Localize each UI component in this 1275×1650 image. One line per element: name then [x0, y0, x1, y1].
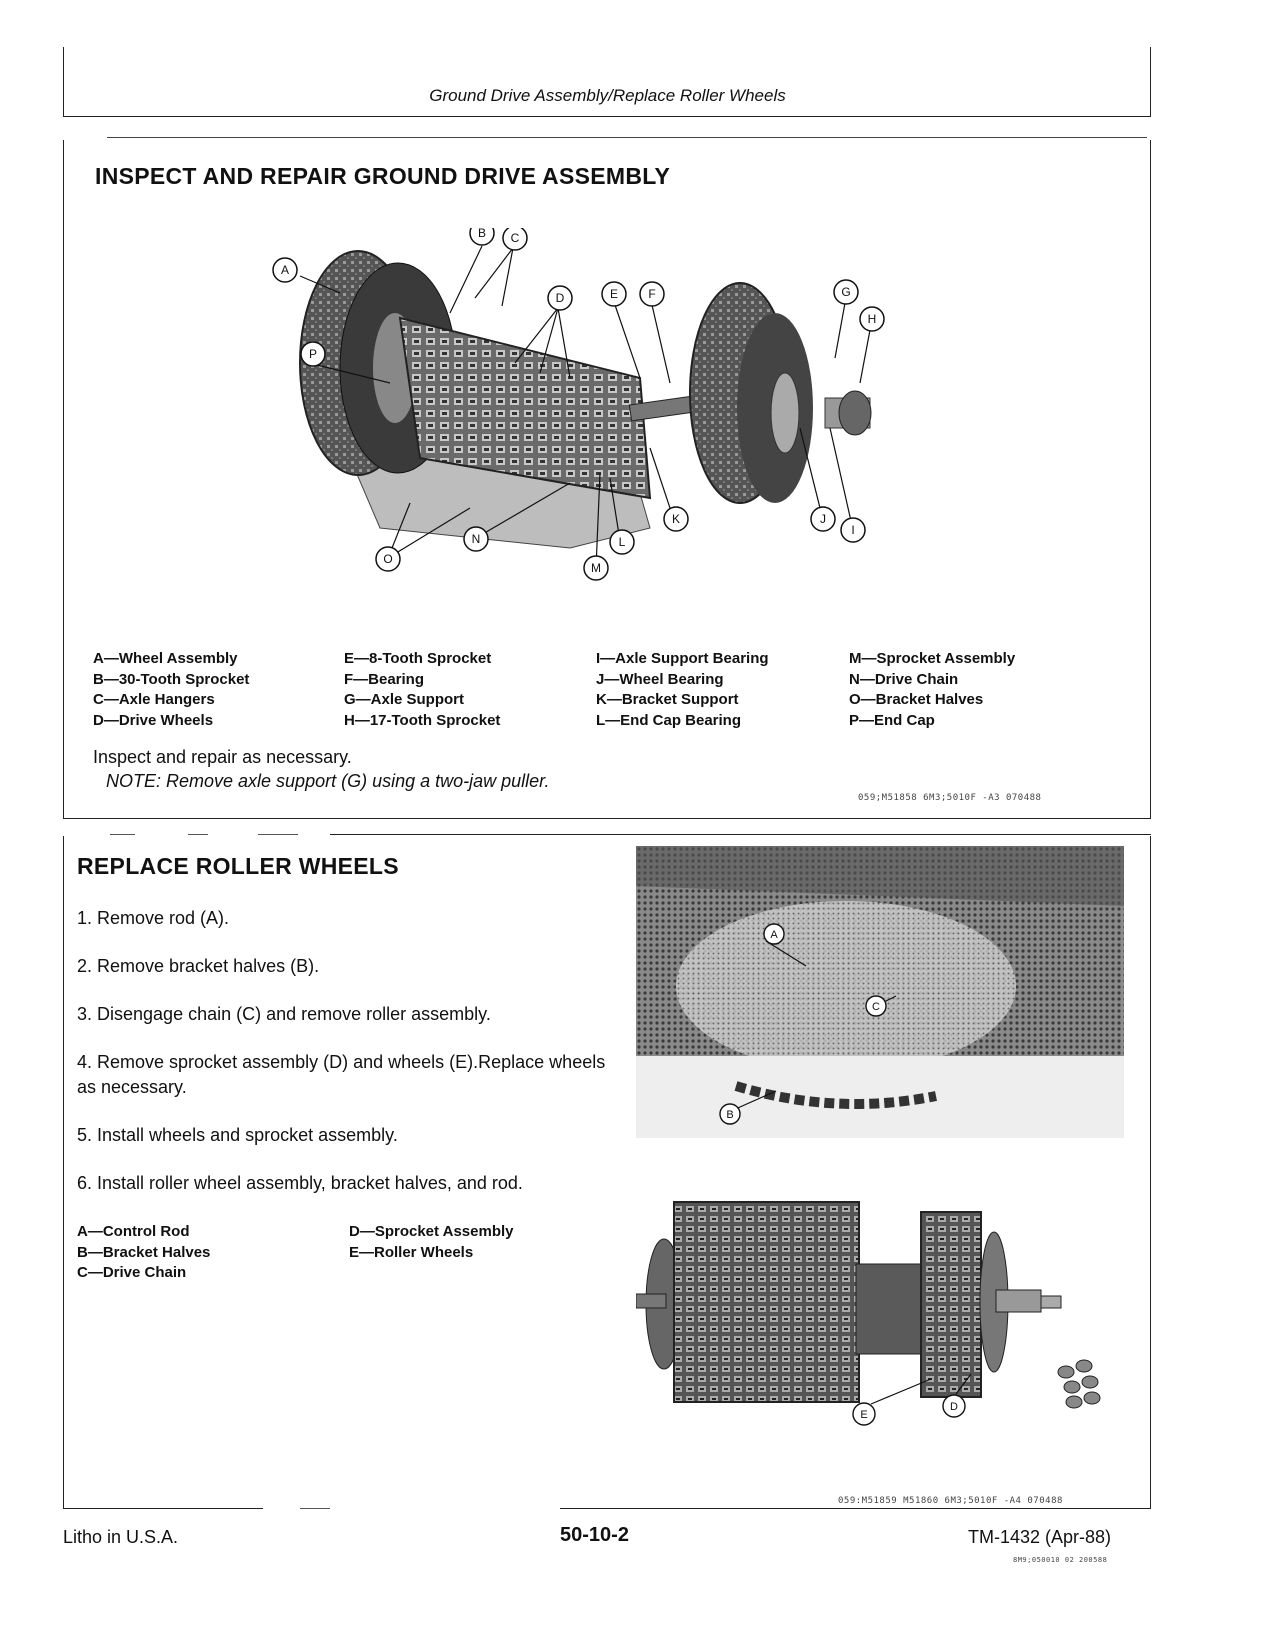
ground-drive-assembly-illustration: [270, 228, 950, 613]
callout-g-label: G: [841, 285, 851, 299]
callout-m-label: M: [591, 561, 601, 575]
callout-h-label: H: [867, 312, 877, 326]
legend-item: L—End Cap Bearing: [596, 711, 742, 729]
photo1-callout-c-label: C: [872, 1001, 880, 1013]
legend-item: D—Drive Wheels: [93, 711, 214, 729]
footer-litho: Litho in U.S.A.: [63, 1527, 179, 1547]
legend-item: B—Bracket Halves: [77, 1243, 211, 1261]
legend-item: F—Bearing: [344, 670, 425, 688]
section1-top-rule: [107, 137, 1147, 138]
photo1-callout-a-label: A: [770, 929, 778, 941]
page-number: 50-10-2: [560, 1524, 629, 1546]
section2-figure-code: 059:M51859 M51860 6M3;5010F -A4 070488: [838, 1496, 1063, 1506]
section1-note: NOTE: Remove axle support (G) using a two-jaw puller.: [106, 771, 550, 791]
photo2-callout-d-label: D: [950, 1401, 958, 1413]
running-title: Ground Drive Assembly/Replace Roller Wheels: [429, 86, 786, 105]
legend-item: G—Axle Support: [344, 691, 465, 708]
section2-legend-col-2: [349, 1222, 514, 1263]
callout-b-label: B: [477, 228, 487, 240]
legend-item: M—Sprocket Assembly: [849, 650, 1016, 667]
legend-item: I—Axle Support Bearing: [596, 650, 769, 667]
callout-o-label: O: [383, 552, 393, 566]
legend-item: B—30-Tooth Sprocket: [93, 670, 250, 688]
section1-title: INSPECT AND REPAIR GROUND DRIVE ASSEMBLY: [95, 163, 671, 189]
legend-item: N—Drive Chain: [849, 670, 959, 688]
callout-a-label: A: [280, 263, 290, 277]
step-3: 3. Disengage chain (C) and remove roller assembly.: [77, 1004, 491, 1024]
section2-left-border: [63, 836, 64, 1508]
step-4: 4. Remove sprocket assembly (D) and wheels (E).Replace wheels as necessary.: [77, 1052, 606, 1097]
section1-right-border: [1150, 140, 1151, 818]
frame-right-top: [1150, 47, 1151, 117]
section2-legend-col-1: [77, 1222, 210, 1284]
legend-item: C—Drive Chain: [77, 1264, 187, 1281]
step-6: 6. Install roller wheel assembly, bracket halves, and rod.: [77, 1173, 523, 1193]
callout-j-label: J: [820, 512, 826, 526]
callout-p-label: P: [308, 347, 318, 361]
frame-left-top: [63, 47, 64, 117]
roller-removal-photo: [636, 846, 1124, 1138]
legend-item: K—Bracket Support: [596, 691, 739, 708]
section2-top-dash: [188, 834, 208, 835]
section2-title: REPLACE ROLLER WHEELS: [77, 853, 399, 879]
header-rule: [63, 116, 1151, 117]
callout-k-label: K: [671, 512, 681, 526]
photo1-callout-b-label: B: [726, 1109, 734, 1121]
section1-legend-col-4: [849, 649, 1015, 731]
section1-body: Inspect and repair as necessary.: [93, 747, 352, 767]
step-1: 1. Remove rod (A).: [77, 908, 230, 928]
section1-bottom-rule: [63, 818, 1151, 819]
legend-item: C—Axle Hangers: [93, 691, 215, 708]
section1-figure-code: 059;M51858 6M3;5010F -A3 070488: [858, 793, 1042, 803]
legend-item: H—17-Tooth Sprocket: [344, 711, 501, 729]
legend-item: P—End Cap: [849, 711, 935, 729]
legend-item: A—Control Rod: [77, 1223, 190, 1240]
footer-code: 8M9;050010 02 200588: [1013, 1556, 1108, 1564]
section1-legend-col-3: [596, 649, 769, 731]
section2-bottom-rule: [63, 1508, 263, 1509]
legend-item: J—Wheel Bearing: [596, 670, 724, 688]
section2-right-border: [1150, 836, 1151, 1508]
photo2-callout-e-label: E: [860, 1409, 868, 1421]
section2-top-dash: [258, 834, 298, 835]
roller-assembly-photo: [636, 1194, 1116, 1450]
section2-bottom-rule-right: [560, 1508, 1151, 1509]
footer-doc-id: TM-1432 (Apr-88): [968, 1527, 1112, 1547]
callout-c-label: C: [510, 231, 520, 245]
legend-item: E—8-Tooth Sprocket: [344, 650, 492, 667]
section2-top-dash: [110, 834, 135, 835]
section1-legend-col-2: [344, 649, 500, 731]
callout-e-label: E: [609, 287, 619, 301]
step-2: 2. Remove bracket halves (B).: [77, 956, 320, 976]
callout-i-label: I: [851, 523, 855, 537]
legend-item: E—Roller Wheels: [349, 1243, 474, 1261]
callout-d-label: D: [555, 291, 565, 305]
step-5: 5. Install wheels and sprocket assembly.: [77, 1125, 398, 1145]
callout-l-label: L: [618, 535, 626, 549]
section1-legend-col-1: [93, 649, 249, 731]
legend-item: D—Sprocket Assembly: [349, 1223, 514, 1240]
legend-item: O—Bracket Halves: [849, 691, 984, 708]
section2-top-rule: [330, 834, 1151, 835]
legend-item: A—Wheel Assembly: [93, 650, 238, 667]
callout-n-label: N: [471, 532, 481, 546]
section1-left-border: [63, 140, 64, 818]
callout-f-label: F: [648, 287, 656, 301]
section2-bottom-dash: [300, 1508, 330, 1509]
